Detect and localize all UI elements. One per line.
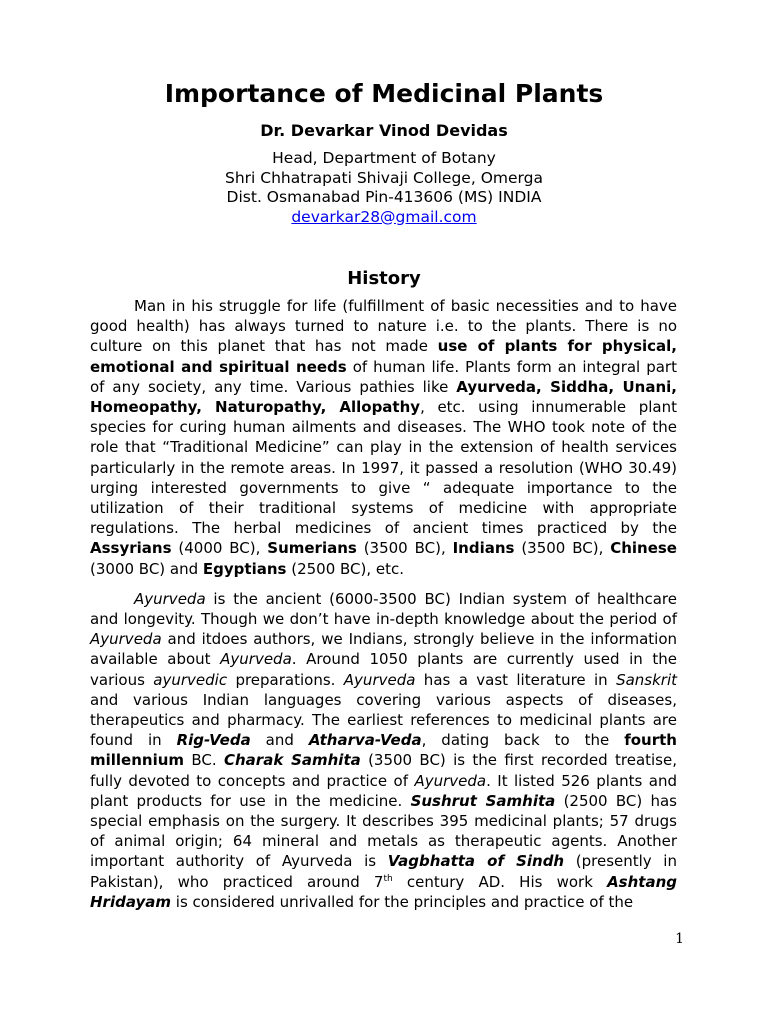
body-text [90,296,677,922]
author-affiliation [0,149,768,227]
document-title: Importance of Medicinal Plants [164,79,604,108]
affiliation-line: Shri Chhatrapati Shivaji College, Omerga [225,168,543,187]
paragraph-history-intro: Man in his struggle for life (fulfillment of basic necessities and to have good health) has always turned to nature i.e. to the plants. There is no culture on this planet that has not made use of plants for physical, emotional and spiritual needs of human life. Plants form an integral part of any society, any time. Various pathies like Ayurveda, Siddha, Unani, Homeopathy, Naturopathy, Allopathy, etc. using innumerable plant species for curing human ailments and diseases. The WHO took note of the role that “Traditional Medicine” can play in the extension of health services particularly in the remote areas. In 1997, it passed a resolution (WHO 30.49) urging interested governments to give “ adequate importance to the utilization of their traditional systems of medicine with appropriate regulations. The herbal medicines of ancient times practiced by the Assyrians (4000 BC), Sumerians (3500 BC), Indians (3500 BC), Chinese (3000 BC) and Egyptians (2500 BC), etc. [90,297,677,578]
section-heading-history: History [347,268,421,289]
affiliation-line: Dist. Osmanabad Pin-413606 (MS) INDIA [226,188,542,206]
email-link[interactable]: devarkar28@gmail.com [291,207,477,226]
author-name: Dr. Devarkar Vinod Devidas [260,121,508,140]
paragraph-ayurveda: Ayurveda is the ancient (6000-3500 BC) Indian system of healthcare and longevity. Though we don’t have in-depth knowledge about the period of Ayurveda and itdoes authors, we Indians, strongly believe in the information available about Ayurveda. Around 1050 plants are currently used in the various ayurvedic preparations. Ayurveda has a vast literature in Sanskrit and various Indian languages covering various aspects of diseases, therapeutics and pharmacy. The earliest references to medicinal plants are found in Rig-Veda and Atharva-Veda, dating back to the fourth millennium BC. Charak Samhita (3500 BC) is the first recorded treatise, fully devoted to concepts and practice of Ayurveda. It listed 526 plants and plant products for use in the medicine. Sushrut Samhita (2500 BC) has special emphasis on the surgery. It describes 395 medicinal plants; 57 drugs of animal origin; 64 mineral and metals as therapeutic agents. Another important authority of Ayurveda is Vagbhatta of Sindh (presently in Pakistan), who practiced around 7th century AD. His work Ashtang Hridayam is considered unrivalled for the principles and practice of the [90,589,678,911]
page-number: 1 [675,931,684,947]
affiliation-line: Head, Department of Botany [272,149,496,167]
